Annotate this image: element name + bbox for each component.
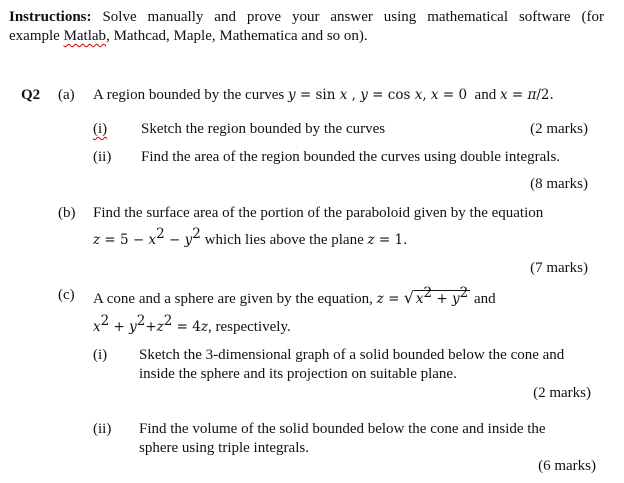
part-c-i-line-1: Sketch the 3-dimensional graph of a solid bounded below the cone and bbox=[139, 347, 565, 363]
part-a-label: (a) bbox=[58, 87, 75, 103]
math-over-2: /2. bbox=[536, 87, 554, 103]
math-plus: + bbox=[145, 319, 157, 335]
math-z: z bbox=[200, 319, 208, 335]
math-y: y bbox=[287, 87, 296, 103]
instructions-colon: : bbox=[86, 9, 92, 25]
math-pi: π bbox=[527, 87, 537, 103]
part-c-i-label: (i) bbox=[93, 347, 108, 363]
part-a-ii-marks: (8 marks) bbox=[530, 176, 588, 192]
part-c-label: (c) bbox=[58, 287, 75, 303]
part-c-ii-marks: (6 marks) bbox=[538, 458, 596, 474]
part-a-i-text: Sketch the region bounded by the curves bbox=[141, 121, 386, 137]
math-exponent: 2 bbox=[163, 313, 173, 329]
part-c-line-2 bbox=[93, 313, 291, 336]
question-number: Q2 bbox=[21, 87, 41, 103]
part-c-i-marks: (2 marks) bbox=[533, 385, 591, 401]
math-y: y bbox=[452, 291, 460, 307]
instructions-text-2a: example bbox=[9, 28, 64, 44]
math-x: x bbox=[93, 319, 101, 335]
part-c-line-1 bbox=[93, 285, 496, 308]
part-a-prefix: A region bounded by the curves bbox=[93, 87, 288, 103]
math-comma: , bbox=[422, 87, 431, 103]
part-a-text bbox=[93, 86, 554, 104]
matlab-spellcheck-word: Matlab bbox=[63, 28, 107, 44]
math-z: z bbox=[156, 319, 164, 335]
math-comma: , bbox=[347, 87, 361, 103]
math-eq: = bbox=[507, 87, 528, 103]
part-b-line-2 bbox=[93, 226, 408, 249]
instructions-line-2 bbox=[9, 27, 368, 45]
math-eq: = bbox=[383, 291, 404, 307]
math-y: y bbox=[360, 87, 368, 103]
math-x: x bbox=[148, 232, 157, 248]
math-eq-4: = 4 bbox=[172, 319, 201, 335]
part-c-and: and bbox=[470, 291, 496, 307]
math-x: x bbox=[430, 87, 439, 103]
math-y: y bbox=[184, 232, 193, 248]
math-eq-1: = 1. bbox=[374, 232, 408, 248]
math-eq-5: = 5 − bbox=[100, 232, 149, 248]
sqrt-symbol: √ bbox=[403, 288, 414, 307]
math-and: and bbox=[467, 87, 500, 103]
part-c-respectively: , respectively. bbox=[208, 319, 291, 335]
math-exponent: 2 bbox=[136, 313, 146, 329]
math-plus: + bbox=[109, 319, 130, 335]
math-y: y bbox=[129, 319, 137, 335]
part-a-i-label-text: (i) bbox=[93, 121, 108, 137]
part-c-ii-line-1: Find the volume of the solid bounded below the cone and inside the bbox=[139, 421, 546, 437]
instructions-text: Solve manually and prove your answer using mathematical software (for bbox=[91, 9, 604, 25]
part-b-marks: (7 marks) bbox=[530, 260, 588, 276]
math-exponent: 2 bbox=[100, 313, 110, 329]
part-a-ii-label: (ii) bbox=[93, 149, 112, 165]
math-x: x bbox=[339, 87, 348, 103]
math-eq-sin: = sin bbox=[295, 87, 340, 103]
part-c-text: A cone and a sphere are given by the equation, bbox=[93, 291, 377, 307]
math-exponent: 2 bbox=[423, 285, 433, 301]
instructions-label: Instructions bbox=[9, 9, 87, 25]
math-x: x bbox=[415, 291, 424, 307]
math-eq-zero: = 0 bbox=[438, 87, 468, 103]
instructions-text-2b: , Mathcad, Maple, Mathematica and so on). bbox=[106, 28, 368, 44]
math-z: z bbox=[367, 232, 375, 248]
math-plus: + bbox=[432, 291, 453, 307]
part-b-text: which lies above the plane bbox=[200, 232, 368, 248]
part-b-label: (b) bbox=[58, 205, 76, 221]
sqrt-radicand bbox=[414, 285, 470, 307]
math-x: x bbox=[499, 87, 508, 103]
part-b-line-1: Find the surface area of the portion of the paraboloid given by the equation bbox=[93, 205, 544, 221]
math-z: z bbox=[93, 232, 101, 248]
part-c-ii-label: (ii) bbox=[93, 421, 112, 437]
part-a-ii-text: Find the area of the region bounded the curves using double integrals. bbox=[141, 149, 561, 165]
part-a-i-marks: (2 marks) bbox=[530, 121, 588, 137]
part-c-i-line-2: inside the sphere and its projection on suitable plane. bbox=[139, 366, 457, 382]
math-minus: − bbox=[164, 232, 185, 248]
part-a-i-label bbox=[93, 120, 107, 138]
math-x: x bbox=[414, 87, 423, 103]
math-eq-cos: = cos bbox=[367, 87, 415, 103]
math-z: z bbox=[376, 291, 384, 307]
math-exponent: 2 bbox=[192, 226, 201, 242]
math-exponent: 2 bbox=[156, 226, 165, 242]
instructions-line-1 bbox=[9, 8, 604, 26]
part-c-ii-line-2: sphere using triple integrals. bbox=[139, 440, 309, 456]
math-exponent: 2 bbox=[459, 285, 469, 301]
